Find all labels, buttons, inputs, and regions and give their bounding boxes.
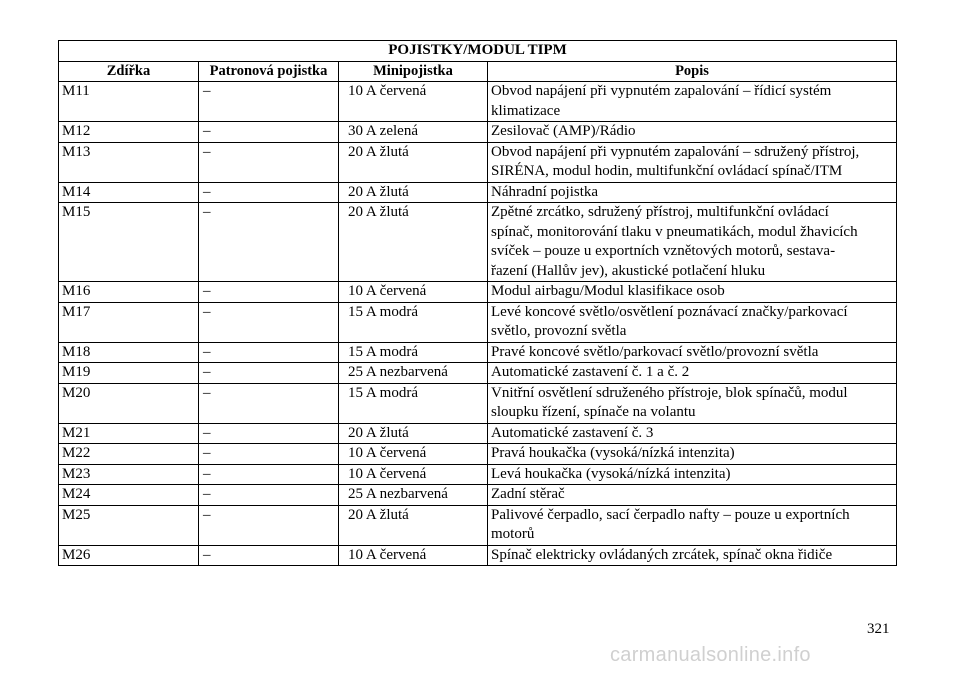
description-cell — [488, 505, 897, 545]
table-row — [59, 545, 897, 566]
description-line: Náhradní pojistka — [491, 183, 599, 200]
header-mini-fuse: Minipojistka — [339, 61, 488, 82]
table-row — [59, 122, 897, 143]
slot-cell: M21 — [59, 423, 199, 444]
cartridge-fuse-cell: – — [199, 182, 339, 203]
cartridge-fuse-cell: – — [199, 383, 339, 423]
description-continuation-line: spínač, monitorování tlaku v pneumatikách, modul žhavicích — [491, 223, 858, 240]
description-continuation-line: klimatizace — [491, 102, 561, 119]
cartridge-fuse-cell: – — [199, 464, 339, 485]
table-row — [59, 142, 897, 182]
description-cell — [488, 302, 897, 342]
mini-fuse-cell: 10 A červená — [339, 444, 488, 465]
description-cell — [488, 464, 897, 485]
page-number: 321 — [867, 621, 890, 637]
description-cell — [488, 122, 897, 143]
table-body — [59, 82, 897, 566]
header-cartridge-fuse: Patronová pojistka — [199, 61, 339, 82]
description-line: Automatické zastavení č. 1 a č. 2 — [491, 364, 690, 380]
slot-cell: M19 — [59, 363, 199, 384]
mini-fuse-cell: 15 A modrá — [339, 383, 488, 423]
table-row — [59, 182, 897, 203]
description-cell — [488, 545, 897, 566]
description-line: Levé koncové světlo/osvětlení poznávací značky/parkovací — [491, 303, 848, 320]
slot-cell: M14 — [59, 182, 199, 203]
slot-cell: M26 — [59, 545, 199, 566]
slot-cell: M16 — [59, 282, 199, 303]
description-cell — [488, 282, 897, 303]
fuse-table — [58, 40, 897, 566]
description-cell — [488, 182, 897, 203]
cartridge-fuse-cell: – — [199, 485, 339, 506]
table-row — [59, 383, 897, 423]
slot-cell: M22 — [59, 444, 199, 465]
mini-fuse-cell: 25 A nezbarvená — [339, 363, 488, 384]
table-row — [59, 282, 897, 303]
description-continuation-line: motorů — [491, 526, 535, 542]
mini-fuse-cell: 20 A žlutá — [339, 423, 488, 444]
description-cell — [488, 363, 897, 384]
table-row — [59, 203, 897, 282]
description-continuation-line: SIRÉNA, modul hodin, multifunkční ovládací spínač/ITM — [491, 163, 843, 179]
slot-cell: M24 — [59, 485, 199, 506]
mini-fuse-cell: 30 A zelená — [339, 122, 488, 143]
description-line: Levá houkačka (vysoká/nízká intenzita) — [491, 465, 731, 482]
cartridge-fuse-cell: – — [199, 363, 339, 384]
table-row — [59, 444, 897, 465]
table-header-row — [59, 61, 897, 82]
cartridge-fuse-cell: – — [199, 122, 339, 143]
description-cell — [488, 203, 897, 282]
cartridge-fuse-cell: – — [199, 444, 339, 465]
description-line: Zesilovač (AMP)/Rádio — [491, 123, 636, 139]
description-cell — [488, 423, 897, 444]
description-line: Obvod napájení při vypnutém zapalování – řídicí systém — [491, 83, 832, 99]
cartridge-fuse-cell: – — [199, 423, 339, 444]
description-line: Pravá houkačka (vysoká/nízká intenzita) — [491, 445, 735, 461]
table-row — [59, 342, 897, 363]
mini-fuse-cell: 20 A žlutá — [339, 203, 488, 282]
header-slot: Zdířka — [59, 61, 199, 82]
header-description: Popis — [488, 61, 897, 82]
mini-fuse-cell: 10 A červená — [339, 464, 488, 485]
table-row — [59, 82, 897, 122]
description-cell — [488, 383, 897, 423]
mini-fuse-cell: 25 A nezbarvená — [339, 485, 488, 506]
table-row — [59, 485, 897, 506]
mini-fuse-cell: 10 A červená — [339, 545, 488, 566]
cartridge-fuse-cell: – — [199, 203, 339, 282]
description-line: Zadní stěrač — [491, 486, 565, 502]
cartridge-fuse-cell: – — [199, 505, 339, 545]
description-line: Vnitřní osvětlení sdruženého přístroje, blok spínačů, modul — [491, 384, 848, 401]
slot-cell: M18 — [59, 342, 199, 363]
mini-fuse-cell: 20 A žlutá — [339, 505, 488, 545]
cartridge-fuse-cell: – — [199, 302, 339, 342]
slot-cell: M25 — [59, 505, 199, 545]
description-cell — [488, 485, 897, 506]
description-line: Palivové čerpadlo, sací čerpadlo nafty – pouze u exportních — [491, 506, 850, 523]
description-continuation-line: světlo, provozní světla — [491, 323, 627, 339]
slot-cell: M15 — [59, 203, 199, 282]
description-continuation-line: sloupku řízení, spínače na volantu — [491, 404, 696, 420]
cartridge-fuse-cell: – — [199, 342, 339, 363]
cartridge-fuse-cell: – — [199, 142, 339, 182]
mini-fuse-cell: 20 A žlutá — [339, 142, 488, 182]
description-line: Spínač elektricky ovládaných zrcátek, spínač okna řidiče — [491, 546, 833, 563]
slot-cell: M11 — [59, 82, 199, 122]
cartridge-fuse-cell: – — [199, 82, 339, 122]
description-continuation-line: řazení (Hallův jev), akustické potlačení hluku — [491, 262, 766, 279]
mini-fuse-cell: 10 A červená — [339, 82, 488, 122]
mini-fuse-cell: 15 A modrá — [339, 342, 488, 363]
description-line: Zpětné zrcátko, sdružený přístroj, multifunkční ovládací — [491, 204, 829, 220]
table-row — [59, 302, 897, 342]
slot-cell: M20 — [59, 383, 199, 423]
slot-cell: M12 — [59, 122, 199, 143]
description-line: Pravé koncové světlo/parkovací světlo/provozní světla — [491, 343, 819, 360]
description-cell — [488, 444, 897, 465]
watermark: carmanualsonline.info — [610, 644, 811, 666]
description-line: Modul airbagu/Modul klasifikace osob — [491, 283, 725, 299]
description-cell — [488, 142, 897, 182]
slot-cell: M13 — [59, 142, 199, 182]
table-row — [59, 363, 897, 384]
mini-fuse-cell: 15 A modrá — [339, 302, 488, 342]
table-title-row — [59, 41, 897, 62]
cartridge-fuse-cell: – — [199, 282, 339, 303]
table-title: POJISTKY/MODUL TIPM — [59, 41, 897, 62]
table-row — [59, 464, 897, 485]
mini-fuse-cell: 20 A žlutá — [339, 182, 488, 203]
slot-cell: M17 — [59, 302, 199, 342]
description-continuation-line: svíček – pouze u exportních vznětových motorů, sestava- — [491, 243, 836, 259]
description-line: Automatické zastavení č. 3 — [491, 424, 654, 441]
description-line: Obvod napájení při vypnutém zapalování – sdružený přístroj, — [491, 143, 860, 160]
cartridge-fuse-cell: – — [199, 545, 339, 566]
table-row — [59, 505, 897, 545]
slot-cell: M23 — [59, 464, 199, 485]
mini-fuse-cell: 10 A červená — [339, 282, 488, 303]
description-cell — [488, 82, 897, 122]
table-row — [59, 423, 897, 444]
description-cell — [488, 342, 897, 363]
